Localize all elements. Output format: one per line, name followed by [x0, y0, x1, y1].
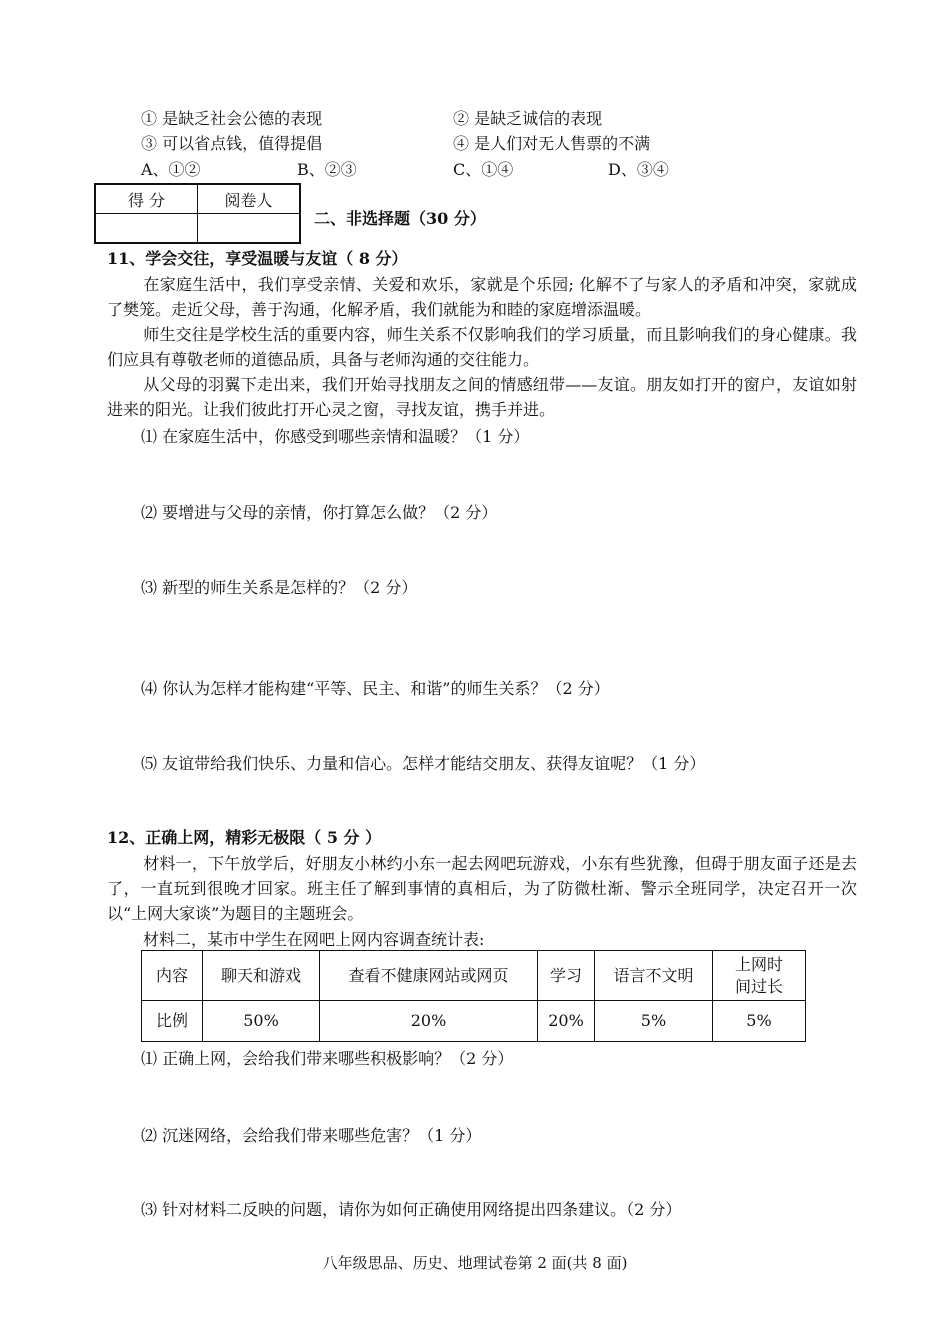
q11-sub-1: ⑴ 在家庭生活中，你感受到哪些亲情和温暖？（1 分） — [141, 427, 530, 446]
answer-d: D、③④ — [608, 160, 669, 179]
option-row-2 — [141, 131, 741, 155]
answer-c: C、①④ — [453, 160, 514, 179]
q11-sub-2: ⑵ 要增进与父母的亲情，你打算怎么做？（2 分） — [141, 503, 498, 522]
q12-sub-1: ⑴ 正确上网，会给我们带来哪些积极影响？（2 分） — [141, 1049, 514, 1068]
option-4: ④ 是人们对无人售票的不满 — [453, 134, 651, 153]
q12-title: 12、正确上网，精彩无极限（ 5 分 ） — [107, 828, 382, 847]
grader-label: 阅卷人 — [198, 184, 301, 214]
page-footer: 八年级思品、历史、地理试卷第 2 面(共 8 面) — [322, 1254, 628, 1272]
score-box — [94, 183, 301, 244]
section-title: 二、非选择题（30 分） — [314, 209, 486, 228]
q11-sub-3: ⑶ 新型的师生关系是怎样的？（2 分） — [141, 578, 418, 597]
option-1: ① 是缺乏社会公德的表现 — [141, 109, 323, 128]
q12-paragraph-2: 材料二，某市中学生在网吧上网内容调查统计表: — [143, 930, 485, 949]
q11-sub-5: ⑸ 友谊带给我们快乐、力量和信心。怎样才能结交朋友、获得友谊呢？（1 分） — [141, 754, 706, 773]
answer-b: B、②③ — [297, 160, 357, 179]
score-cell[interactable] — [95, 214, 198, 244]
answer-row — [141, 157, 741, 181]
table-header-overtime: 上网时 间过长 — [713, 951, 806, 1001]
table-header-study: 学习 — [538, 951, 595, 1001]
q11-paragraph-1: 在家庭生活中，我们享受亲情、关爱和欢乐，家就是个乐园; 化解不了与家人的矛盾和冲突，家就成了樊笼。走近父母，善于沟通，化解矛盾，我们就能为和睦的家庭增添温暖。 — [107, 275, 857, 319]
table-cell-unhealthy: 20% — [320, 1001, 538, 1042]
table-header-content: 内容 — [142, 951, 203, 1001]
option-2: ② 是缺乏诚信的表现 — [453, 109, 603, 128]
table-cell-language: 5% — [595, 1001, 713, 1042]
q11-paragraph-2: 师生交往是学校生活的重要内容，师生关系不仅影响我们的学习质量，而且影响我们的身心健康。我们应具有尊敬老师的道德品质，具备与老师沟通的交往能力。 — [107, 325, 857, 369]
q12-paragraph-1: 材料一，下午放学后，好朋友小林约小东一起去网吧玩游戏，小东有些犹豫，但碍于朋友面子还是去了，一直玩到很晚才回家。班主任了解到事情的真相后，为了防微杜渐、警示全班同学，决定召开一次以“上网大家谈”为题目的主题班会。 — [107, 854, 857, 923]
q12-sub-2: ⑵ 沉迷网络，会给我们带来哪些危害？（1 分） — [141, 1126, 482, 1145]
table-header-unhealthy: 查看不健康网站或网页 — [320, 951, 538, 1001]
score-label: 得 分 — [95, 184, 198, 214]
q11-sub-4: ⑷ 你认为怎样才能构建“平等、民主、和谐”的师生关系？（2 分） — [141, 679, 610, 698]
q12-sub-3: ⑶ 针对材料二反映的问题，请你为如何正确使用网络提出四条建议。（2 分） — [141, 1200, 682, 1219]
grader-cell[interactable] — [198, 214, 301, 244]
table-header-language: 语言不文明 — [595, 951, 713, 1001]
table-header-chat: 聊天和游戏 — [203, 951, 320, 1001]
table-row-label: 比例 — [142, 1001, 203, 1042]
table-cell-overtime: 5% — [713, 1001, 806, 1042]
survey-table — [141, 950, 806, 1042]
answer-a: A、①② — [141, 160, 201, 179]
q11-paragraph-3: 从父母的羽翼下走出来，我们开始寻找朋友之间的情感纽带——友谊。朋友如打开的窗户，友谊如射进来的阳光。让我们彼此打开心灵之窗，寻找友谊，携手并进。 — [107, 375, 857, 419]
table-cell-chat: 50% — [203, 1001, 320, 1042]
option-3: ③ 可以省点钱，值得提倡 — [141, 134, 323, 153]
option-row-1 — [141, 106, 741, 130]
q11-title: 11、学会交往，享受温暖与友谊（ 8 分） — [107, 249, 408, 268]
table-cell-study: 20% — [538, 1001, 595, 1042]
